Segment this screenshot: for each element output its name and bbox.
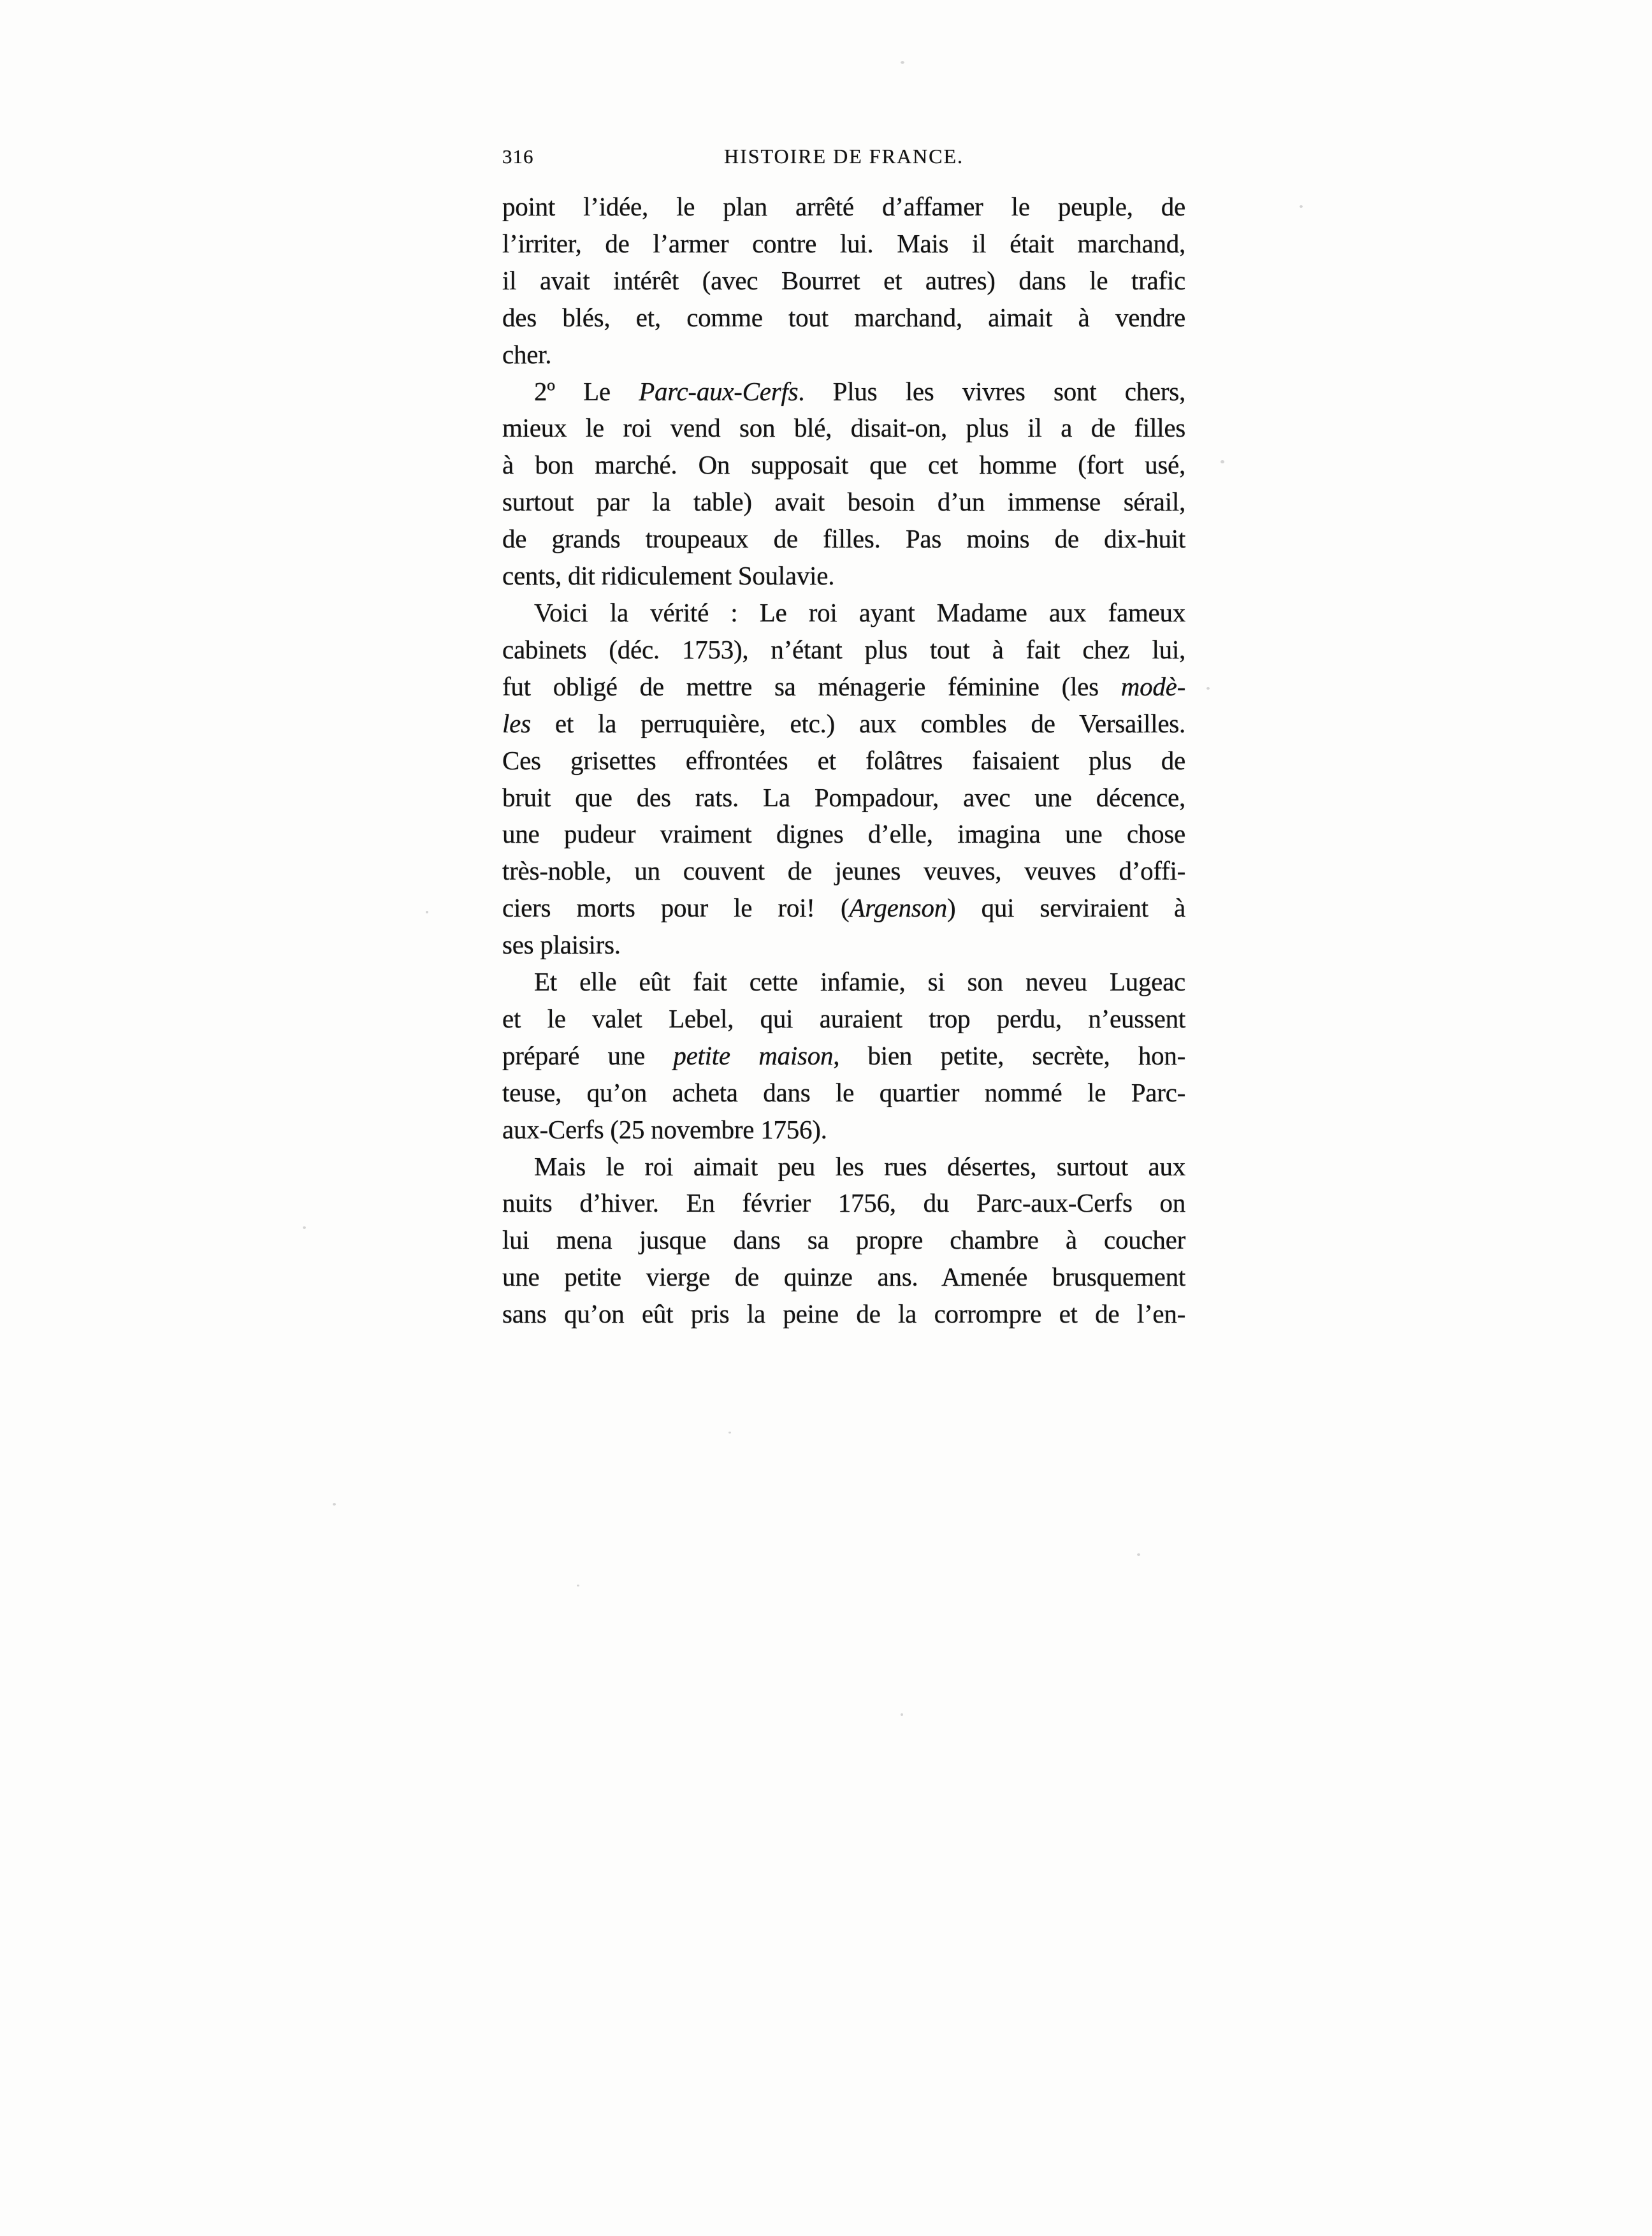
text-run: préparé une <box>502 1040 674 1070</box>
text-line <box>502 558 1185 595</box>
text-run: ses plaisirs. <box>502 930 621 960</box>
text-line <box>502 226 1185 263</box>
text-run: l’irriter, de l’armer contre lui. Mais il était marchand, <box>502 228 1185 258</box>
scan-speck <box>426 911 428 913</box>
text-line <box>502 1296 1185 1333</box>
text-run: sans qu’on eût pris la peine de la corrompre et de l’en- <box>502 1299 1185 1329</box>
page-number: 316 <box>502 145 534 168</box>
text-run: ciers morts pour le roi! ( <box>502 893 850 923</box>
scan-speck <box>577 1585 579 1586</box>
text-line <box>502 1112 1185 1149</box>
text-run: cents, dit ridiculement Soulavie. <box>502 561 835 591</box>
text-run: et le valet Lebel, qui auraient trop perdu, n’eussent <box>502 1003 1185 1033</box>
italic-text-run: Parc-aux-Cerfs <box>639 376 799 406</box>
text-line <box>502 374 1185 410</box>
text-run: Et elle eût fait cette infamie, si son neveu Lugeac <box>534 967 1185 997</box>
text-run: Ces grisettes effrontées et folâtres faisaient plus de <box>502 745 1185 775</box>
text-line <box>502 816 1185 853</box>
text-run: des blés, et, comme tout marchand, aimait à vendre <box>502 302 1185 332</box>
text-run: . Plus les vivres sont chers, <box>798 376 1185 406</box>
text-line <box>502 669 1185 706</box>
scan-speck <box>1206 687 1210 690</box>
text-line <box>502 890 1185 927</box>
text-run: une petite vierge de quinze ans. Amenée brusquement <box>502 1262 1185 1292</box>
text-line <box>502 521 1185 558</box>
text-run: , bien petite, secrète, hon- <box>833 1040 1185 1070</box>
text-line <box>502 1149 1185 1186</box>
scan-speck <box>333 1503 336 1506</box>
text-line <box>502 743 1185 780</box>
italic-text-run: petite maison <box>673 1040 834 1070</box>
text-line <box>502 1001 1185 1038</box>
text-line <box>502 706 1185 743</box>
scan-speck <box>728 1432 731 1434</box>
text-line <box>502 1222 1185 1259</box>
italic-text-run: les <box>502 708 531 738</box>
text-run: cher. <box>502 339 552 369</box>
text-run: très-noble, un couvent de jeunes veuves, veuves d’offi- <box>502 856 1185 886</box>
text-run: Mais le roi aimait peu les rues désertes, surtout aux <box>534 1151 1185 1181</box>
scan-speck <box>1137 1553 1140 1556</box>
scan-speck <box>1221 460 1224 463</box>
text-line <box>502 263 1185 300</box>
text-run: bruit que des rats. La Pompadour, avec une décence, <box>502 782 1185 812</box>
text-line <box>502 595 1185 632</box>
text-line <box>502 853 1185 890</box>
text-run: teuse, qu’on acheta dans le quartier nommé le Parc- <box>502 1077 1185 1107</box>
text-line <box>502 780 1185 817</box>
text-run: 2º Le <box>534 376 639 406</box>
text-line <box>502 632 1185 669</box>
text-run: lui mena jusque dans sa propre chambre à coucher <box>502 1225 1185 1255</box>
text-run: à bon marché. On supposait que cet homme (fort usé, <box>502 450 1185 480</box>
text-run: point l’idée, le plan arrêté d’affamer le peuple, de <box>502 192 1185 221</box>
text-line <box>502 300 1185 337</box>
text-run: nuits d’hiver. En février 1756, du Parc-aux-Cerfs on <box>502 1188 1185 1218</box>
italic-text-run: Argenson <box>849 893 947 923</box>
text-line <box>502 189 1185 226</box>
text-run: une pudeur vraiment dignes d’elle, imagina une chose <box>502 819 1185 849</box>
body-text-block <box>502 189 1185 1333</box>
text-line <box>502 1185 1185 1222</box>
scan-speck <box>303 1226 306 1229</box>
text-run: aux-Cerfs (25 novembre 1756). <box>502 1114 827 1144</box>
text-run: il avait intérêt (avec Bourret et autres) dans le trafic <box>502 265 1185 295</box>
text-line <box>502 337 1185 374</box>
text-line <box>502 1038 1185 1075</box>
scan-speck <box>901 61 904 64</box>
text-run: cabinets (déc. 1753), n’étant plus tout à fait chez lui, <box>502 634 1185 664</box>
text-line <box>502 1259 1185 1296</box>
text-line <box>502 447 1185 484</box>
italic-text-run: modè- <box>1120 671 1185 701</box>
text-line <box>502 484 1185 521</box>
text-run: mieux le roi vend son blé, disait-on, plus il a de filles <box>502 413 1185 443</box>
scan-speck <box>1300 205 1303 208</box>
text-run: Voici la vérité : Le roi ayant Madame aux fameux <box>534 597 1185 627</box>
text-line <box>502 927 1185 964</box>
text-line <box>502 1075 1185 1112</box>
text-line <box>502 964 1185 1001</box>
running-title: HISTOIRE DE FRANCE. <box>723 145 964 168</box>
text-run: fut obligé de mettre sa ménagerie féminine (les <box>502 671 1121 701</box>
text-run: et la perruquière, etc.) aux combles de Versailles. <box>530 708 1185 738</box>
text-run: surtout par la table) avait besoin d’un immense sérail, <box>502 487 1185 517</box>
text-run: de grands troupeaux de filles. Pas moins de dix-huit <box>502 524 1185 554</box>
text-run: ) qui serviraient à <box>946 893 1185 923</box>
text-line <box>502 410 1185 447</box>
scan-speck <box>901 1713 903 1716</box>
